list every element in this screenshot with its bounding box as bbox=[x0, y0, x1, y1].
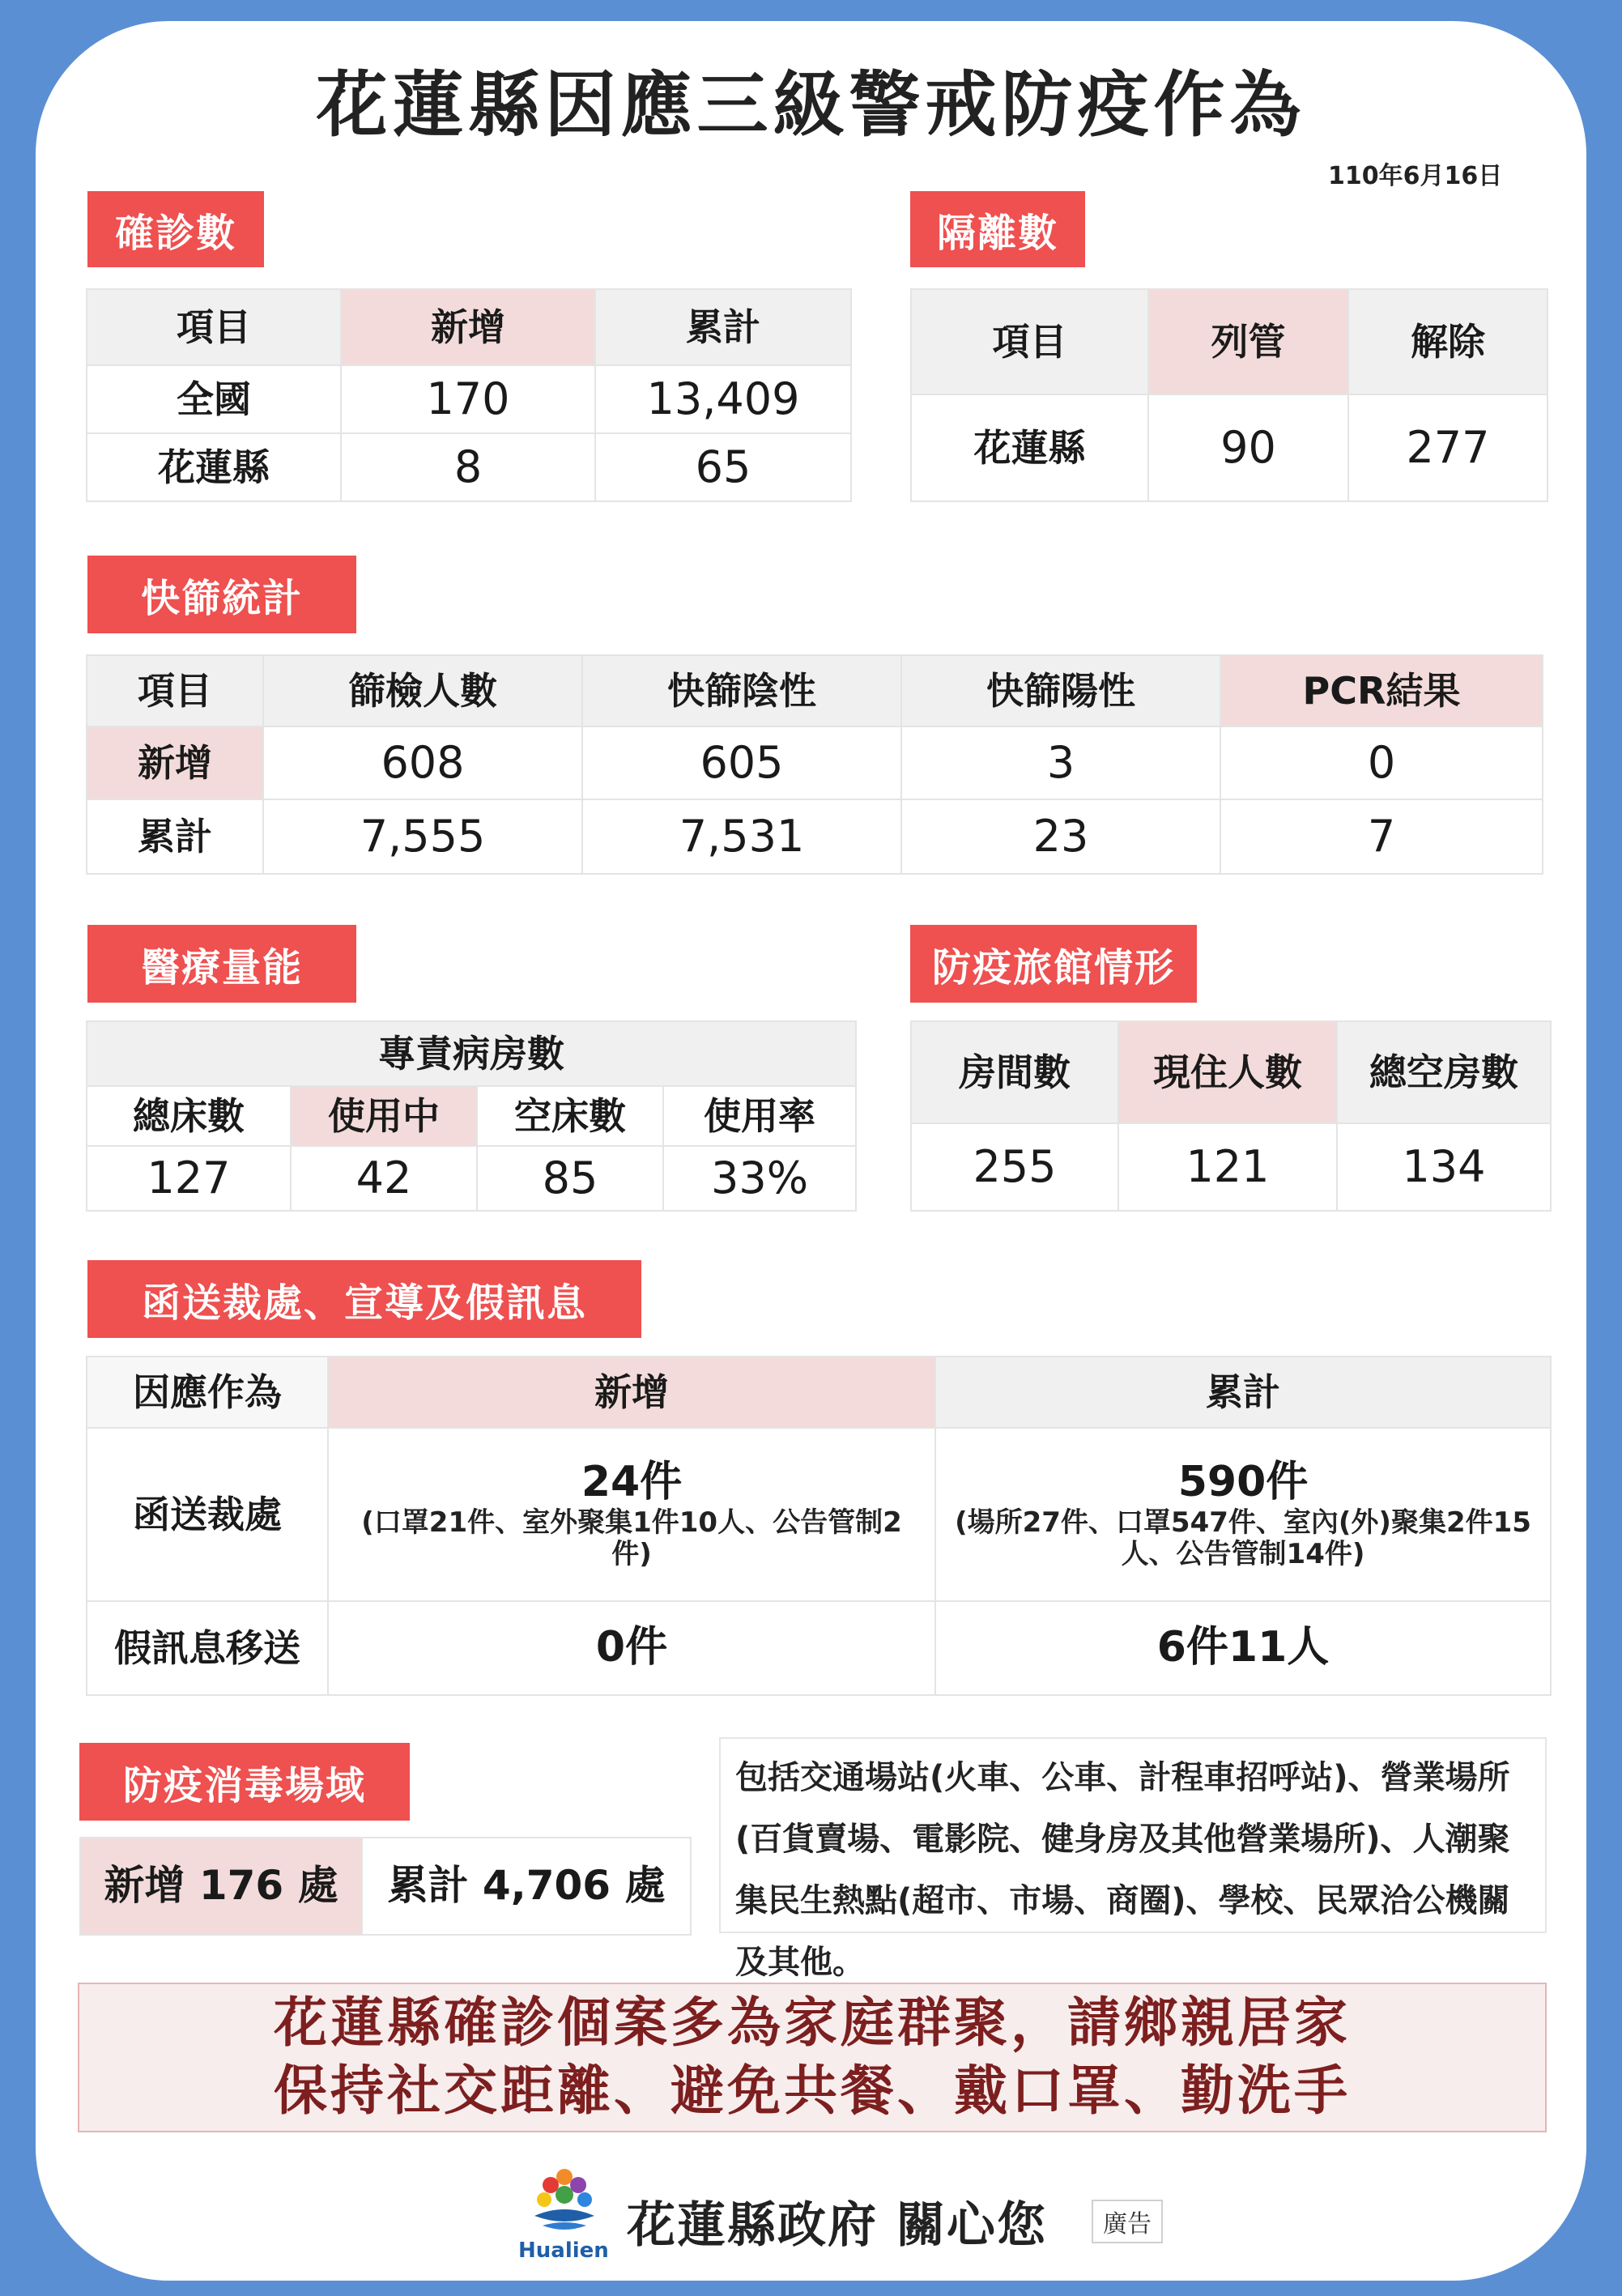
header-cell: 累計 bbox=[595, 289, 851, 365]
disinfection-note: 包括交通場站(火車、公車、計程車招呼站)、營業場所(百貨賣場、電影院、健身房及其他營業場所)、人潮聚集民生熱點(超市、市場、商圈)、學校、民眾洽公機關及其他。 bbox=[719, 1737, 1547, 1933]
value-cell: 42 bbox=[291, 1146, 477, 1211]
group-header: 專責病房數 bbox=[87, 1021, 856, 1086]
quarantine-table bbox=[910, 288, 1548, 502]
value-cell: 121 bbox=[1118, 1123, 1337, 1211]
value-cell: 33% bbox=[663, 1146, 856, 1211]
header-cell: 項目 bbox=[911, 289, 1148, 394]
header-cell: 項目 bbox=[87, 655, 263, 726]
header-cell: 使用率 bbox=[663, 1086, 856, 1146]
section-tag-disinfection: 防疫消毒場域 bbox=[79, 1743, 410, 1821]
date-label: 110年6月16日 bbox=[1328, 162, 1503, 190]
header-cell: 房間數 bbox=[911, 1021, 1118, 1123]
value-cell: 6件11人 bbox=[935, 1601, 1551, 1695]
value-cell: 65 bbox=[595, 433, 851, 501]
penalty-table bbox=[86, 1356, 1552, 1696]
row-label: 函送裁處 bbox=[87, 1428, 328, 1601]
section-tag-rapid-test: 快篩統計 bbox=[87, 556, 356, 633]
section-tag-hotel: 防疫旅館情形 bbox=[910, 925, 1197, 1003]
value-cell: 0件 bbox=[328, 1601, 935, 1695]
header-cell: 累計 bbox=[935, 1357, 1551, 1428]
disinfect-total: 累計 4,706 處 bbox=[362, 1838, 691, 1935]
row-label: 假訊息移送 bbox=[87, 1601, 328, 1695]
header-cell: 新增 bbox=[328, 1357, 935, 1428]
penalty-total-cell bbox=[935, 1428, 1551, 1601]
value-detail: (場所27件、口罩547件、室內(外)聚集2件15人、公告管制14件) bbox=[955, 1506, 1531, 1570]
row-label: 花蓮縣 bbox=[911, 394, 1148, 501]
header-cell: 因應作為 bbox=[87, 1357, 328, 1428]
header-cell: 現住人數 bbox=[1118, 1021, 1337, 1123]
value-cell: 608 bbox=[263, 726, 582, 799]
header-cell: 解除 bbox=[1348, 289, 1547, 394]
confirmed-table bbox=[86, 288, 852, 502]
footer-org: 花蓮縣政府 關心您 bbox=[627, 2197, 1047, 2254]
section-tag-quarantine: 隔離數 bbox=[910, 191, 1085, 267]
value-cell: 7,555 bbox=[263, 799, 582, 874]
hotel-table bbox=[910, 1020, 1552, 1212]
ad-badge: 廣告 bbox=[1092, 2200, 1163, 2243]
value-cell: 90 bbox=[1148, 394, 1348, 501]
advisory-banner bbox=[78, 1983, 1547, 2132]
medical-capacity-table bbox=[86, 1020, 857, 1212]
advisory-line-2: 保持社交距離、避免共餐、戴口罩、勤洗手 bbox=[274, 2060, 1351, 2122]
row-label: 累計 bbox=[87, 799, 263, 874]
header-cell: 快篩陰性 bbox=[582, 655, 901, 726]
value-cell: 8 bbox=[341, 433, 595, 501]
section-tag-penalty: 函送裁處、宣導及假訊息 bbox=[87, 1260, 641, 1338]
row-label: 花蓮縣 bbox=[87, 433, 341, 501]
page-title: 花蓮縣因應三級警戒防疫作為 bbox=[316, 63, 1306, 147]
value-cell: 605 bbox=[582, 726, 901, 799]
section-tag-medical: 醫療量能 bbox=[87, 925, 356, 1003]
header-cell: 使用中 bbox=[291, 1086, 477, 1146]
row-label: 新增 bbox=[87, 726, 263, 799]
value-cell: 170 bbox=[341, 365, 595, 433]
header-cell: 項目 bbox=[87, 289, 341, 365]
header-cell: 篩檢人數 bbox=[263, 655, 582, 726]
value-cell: 127 bbox=[87, 1146, 291, 1211]
value-cell: 134 bbox=[1337, 1123, 1551, 1211]
value-main: 24件 bbox=[581, 1458, 683, 1506]
section-tag-confirmed: 確診數 bbox=[87, 191, 264, 267]
value-cell: 85 bbox=[477, 1146, 663, 1211]
header-cell: 新增 bbox=[341, 289, 595, 365]
header-cell: PCR結果 bbox=[1220, 655, 1543, 726]
value-cell: 255 bbox=[911, 1123, 1118, 1211]
header-cell: 總空房數 bbox=[1337, 1021, 1551, 1123]
value-detail: (口罩21件、室外聚集1件10人、公告管制2件) bbox=[361, 1506, 902, 1570]
value-cell: 7 bbox=[1220, 799, 1543, 874]
header-cell: 空床數 bbox=[477, 1086, 663, 1146]
header-cell: 總床數 bbox=[87, 1086, 291, 1146]
value-main: 590件 bbox=[1177, 1458, 1309, 1506]
hualien-logo-icon bbox=[520, 2162, 609, 2240]
value-cell: 23 bbox=[901, 799, 1220, 874]
logo-wordmark: Hualien bbox=[518, 2238, 609, 2263]
value-cell: 13,409 bbox=[595, 365, 851, 433]
rapid-test-table bbox=[86, 654, 1543, 875]
header-cell: 列管 bbox=[1148, 289, 1348, 394]
penalty-new-cell bbox=[328, 1428, 935, 1601]
value-cell: 0 bbox=[1220, 726, 1543, 799]
disinfect-new: 新增 176 處 bbox=[80, 1838, 362, 1935]
value-cell: 3 bbox=[901, 726, 1220, 799]
value-cell: 277 bbox=[1348, 394, 1547, 501]
disinfection-table bbox=[79, 1837, 692, 1936]
header-cell: 快篩陽性 bbox=[901, 655, 1220, 726]
row-label: 全國 bbox=[87, 365, 341, 433]
advisory-line-1: 花蓮縣確診個案多為家庭群聚，請鄉親居家 bbox=[274, 1991, 1351, 2054]
value-cell: 7,531 bbox=[582, 799, 901, 874]
